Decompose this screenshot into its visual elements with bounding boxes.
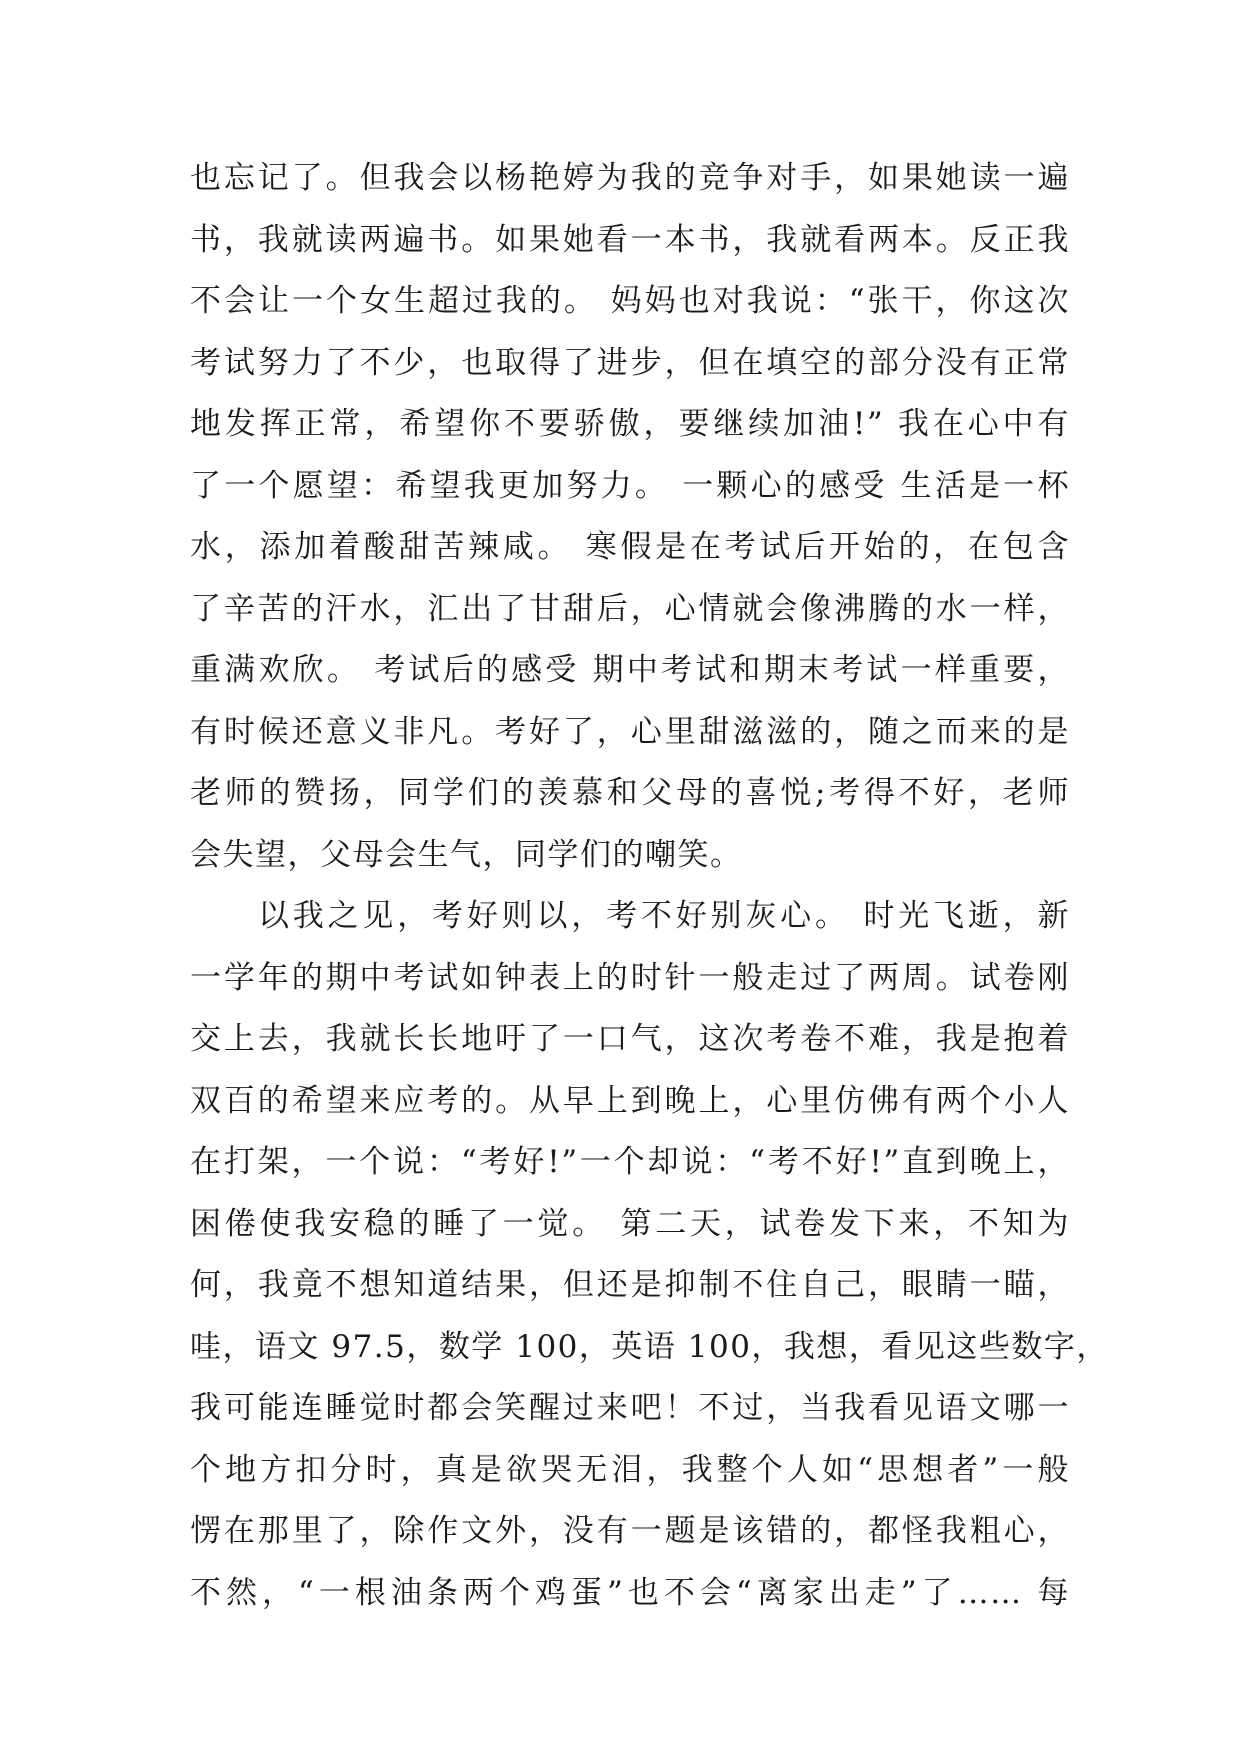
paragraph-1 xyxy=(190,148,1070,886)
text-line: 以我之见，考好则以，考不好别灰心。 时光飞逝，新 xyxy=(258,898,1070,934)
text-line: 书，我就读两遍书。如果她看一本书，我就看两本。反正我 xyxy=(190,221,1070,258)
text-line: 我可能连睡觉时都会笑醒过来吧！不过，当我看见语文哪一 xyxy=(190,1390,1070,1426)
text-line: 考试努力了不少，也取得了进步，但在填空的部分没有正常 xyxy=(190,344,1070,381)
text-line: 哇，语文 97.5，数学 100，英语 100，我想，看见这些数字， xyxy=(190,1328,1109,1365)
text-line: 会失望，父母会生气，同学们的嘲笑。 xyxy=(190,836,743,873)
text-line: 一学年的期中考试如钟表上的时针一般走过了两周。试卷刚 xyxy=(190,959,1070,996)
text-line: 有时候还意义非凡。考好了，心里甜滋滋的，随之而来的是 xyxy=(190,713,1070,750)
text-line: 水，添加着酸甜苦辣咸。 寒假是在考试后开始的，在包含 xyxy=(190,529,1070,565)
text-line: 老师的赞扬，同学们的羡慕和父母的喜悦;考得不好，老师 xyxy=(190,775,1070,811)
text-line: 个地方扣分时，真是欲哭无泪，我整个人如“思想者”一般 xyxy=(190,1451,1070,1488)
paragraph-2 xyxy=(190,886,1109,1624)
text-line: 交上去，我就长长地吁了一口气，这次考卷不难，我是抱着 xyxy=(190,1021,1070,1057)
text-line: 了一个愿望：希望我更加努力。 一颗心的感受 生活是一杯 xyxy=(190,467,1070,504)
text-line: 不会让一个女生超过我的。 妈妈也对我说：“张干，你这次 xyxy=(190,283,1070,319)
text-line: 愣在那里了，除作文外，没有一题是该错的，都怪我粗心， xyxy=(190,1513,1070,1549)
text-line: 了辛苦的汗水，汇出了甘甜后，心情就会像沸腾的水一样， xyxy=(190,590,1070,627)
text-line: 何，我竟不想知道结果，但还是抑制不住自己，眼睛一瞄， xyxy=(190,1267,1070,1303)
body-text xyxy=(190,148,1109,1624)
text-line: 重满欢欣。 考试后的感受 期中考试和期末考试一样重要， xyxy=(190,652,1070,688)
text-line: 在打架，一个说：“考好!”一个却说：“考不好!”直到晚上， xyxy=(190,1144,1070,1180)
text-line: 困倦使我安稳的睡了一觉。 第二天，试卷发下来，不知为 xyxy=(190,1205,1070,1242)
text-line: 也忘记了。但我会以杨艳婷为我的竞争对手，如果她读一遍 xyxy=(190,160,1070,196)
text-line: 不然，“一根油条两个鸡蛋”也不会“离家出走”了…… 每 xyxy=(190,1574,1070,1611)
text-line: 双百的希望来应考的。从早上到晚上，心里仿佛有两个小人 xyxy=(190,1082,1070,1119)
text-line: 地发挥正常，希望你不要骄傲，要继续加油!” 我在心中有 xyxy=(190,406,1070,442)
